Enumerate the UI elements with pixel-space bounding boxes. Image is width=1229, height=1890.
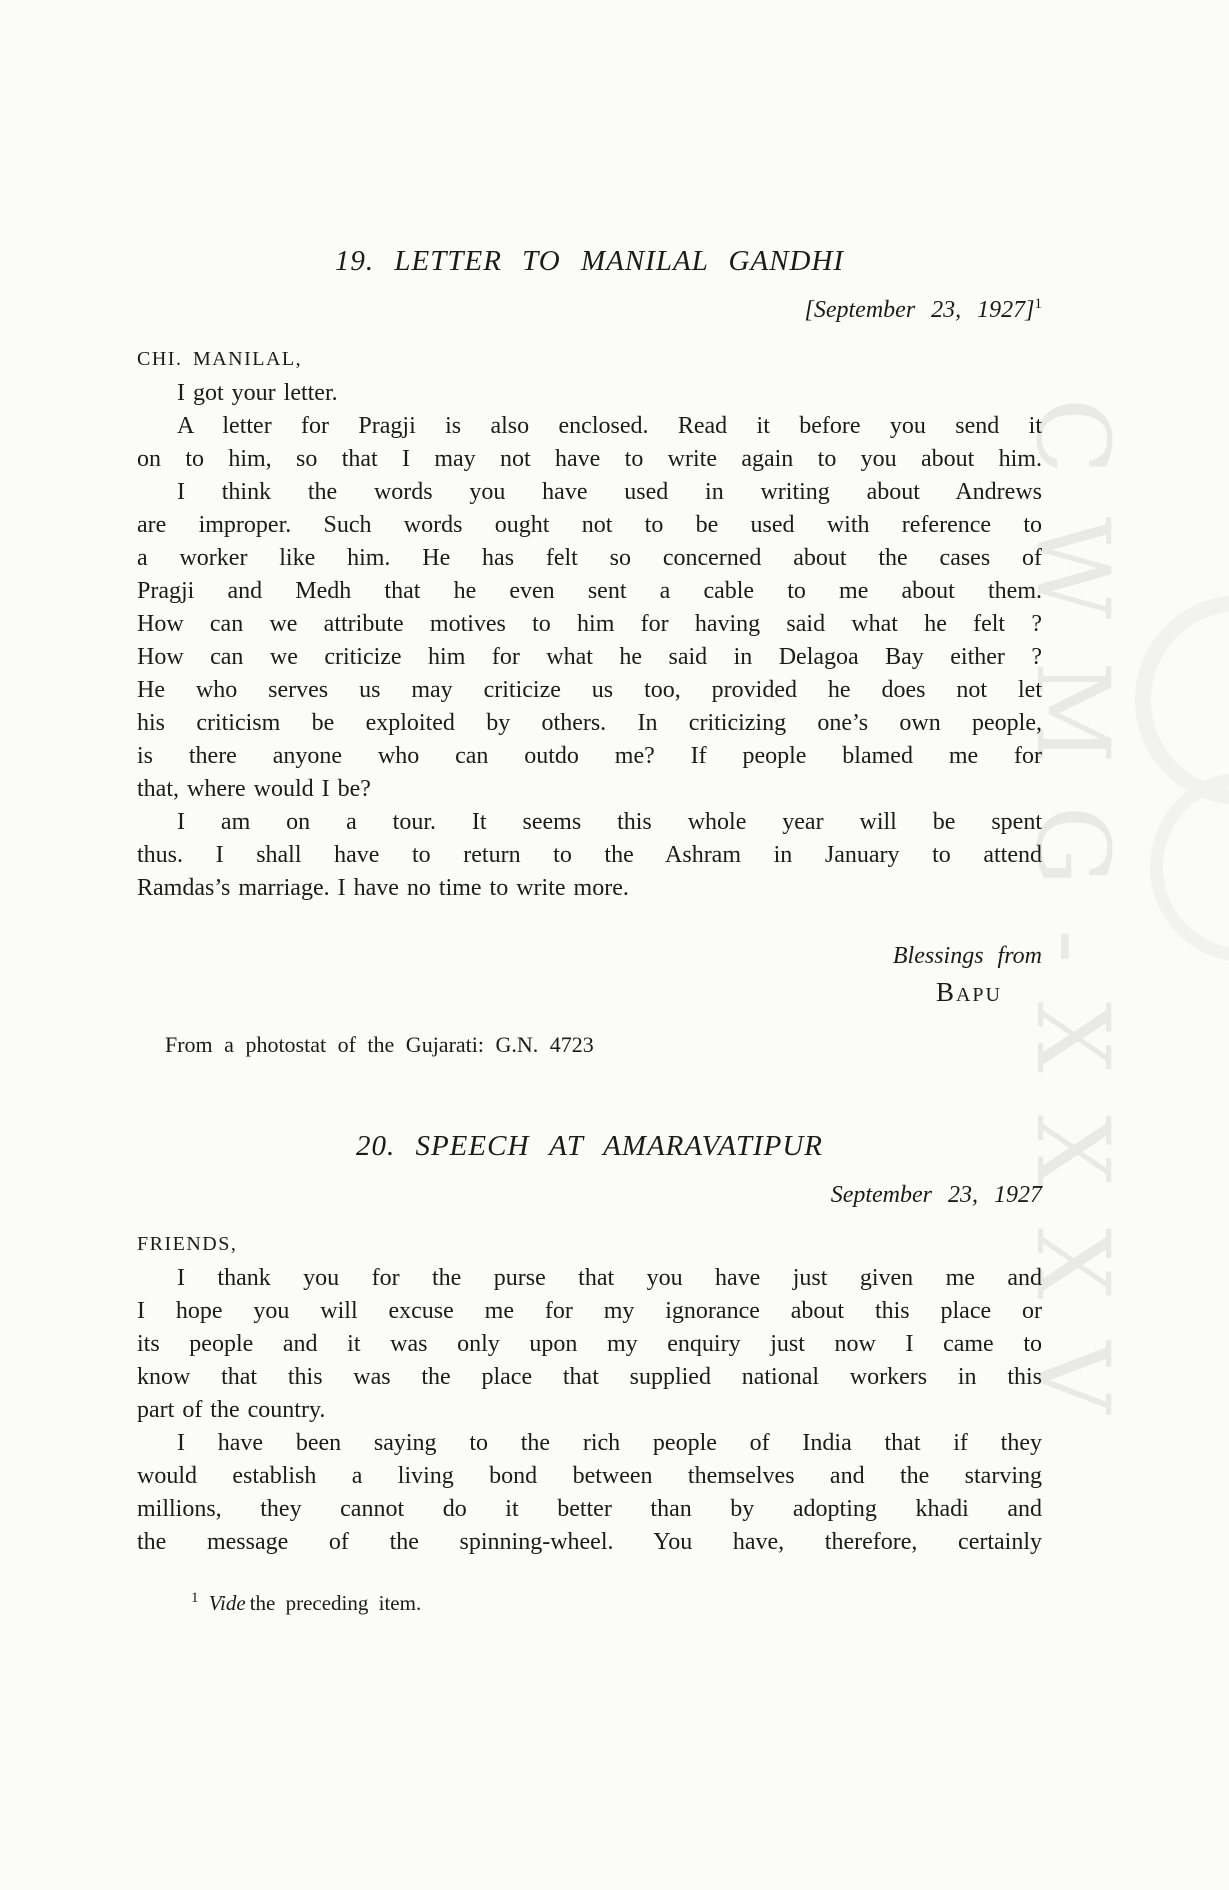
- letter-19-heading: [137, 243, 1042, 279]
- text-line: its people and it was only upon my enquiry just now I came to: [137, 1331, 1042, 1357]
- text-line: I hope you will excuse me for my ignorance about this place or: [137, 1298, 1042, 1324]
- text-line: I have been saying to the rich people of India that if they: [177, 1430, 1042, 1456]
- text-line: How can we attribute motives to him for having said what he felt ?: [137, 611, 1042, 637]
- letter-paragraphs: [137, 377, 1042, 905]
- text-line: I thank you for the purse that you have just given me and: [177, 1265, 1042, 1291]
- text-line: on to him, so that I may not have to write again to you about him.: [137, 446, 1042, 472]
- text-line: his criticism be exploited by others. In criticizing one’s own people,: [137, 710, 1042, 736]
- scan-ghost-circle: [1135, 595, 1229, 805]
- item-title: LETTER TO MANILAL GANDHI: [394, 245, 845, 277]
- text-line: I think the words you have used in writing about Andrews: [177, 479, 1042, 505]
- letter-19-source: From a photostat of the Gujarati: G.N. 4723: [165, 1032, 594, 1057]
- text-line: part of the country.: [137, 1397, 326, 1423]
- footnote: [137, 1589, 1042, 1617]
- footnote-term: Vide: [208, 1591, 246, 1615]
- item-number: 20.: [355, 1130, 396, 1162]
- footnote-marker: 1: [191, 1590, 199, 1606]
- text-line: that, where would I be?: [137, 776, 371, 802]
- text-line: How can we criticize him for what he said in Delagoa Bay either ?: [137, 644, 1042, 670]
- signature-initial: B: [935, 977, 956, 1007]
- paragraph: [137, 377, 1042, 410]
- text-line: I got your letter.: [177, 380, 338, 406]
- text-line: is there anyone who can outdo me? If people blamed me for: [137, 743, 1042, 769]
- date-text: September 23, 1927: [830, 1182, 1042, 1208]
- volume-watermark: CWMG-XXXV: [1014, 398, 1131, 1456]
- letter-19-signature: [137, 975, 1042, 1012]
- text-line: thus. I shall have to return to the Ashram in January to attend: [137, 842, 1042, 868]
- item-number: 19.: [334, 245, 375, 277]
- text-line: millions, they cannot do it better than by adopting khadi and: [137, 1496, 1042, 1522]
- item-title: SPEECH AT AMARAVATIPUR: [415, 1130, 824, 1162]
- letter-19-salutation: CHI. MANILAL,: [137, 348, 303, 370]
- text-line: the message of the spinning-wheel. You have, therefore, certainly: [137, 1529, 1042, 1555]
- text-line: A letter for Pragji is also enclosed. Read it before you send it: [177, 413, 1042, 439]
- speech-20-heading: [137, 1128, 1042, 1164]
- footnote-text: the preceding item.: [249, 1591, 422, 1615]
- text-block: [137, 243, 1042, 1617]
- footnote-ref-superscript: 1: [1034, 296, 1042, 312]
- speech-20-date: [137, 1180, 1042, 1210]
- paragraph: [137, 476, 1042, 806]
- date-text: [September 23, 1927]: [804, 297, 1035, 323]
- speech-20-salutation: FRIENDS,: [137, 1233, 238, 1255]
- text-line: are improper. Such words ought not to be used with reference to: [137, 512, 1042, 538]
- text-line: know that this was the place that supplied national workers in this: [137, 1364, 1042, 1390]
- paragraph: [137, 1262, 1042, 1427]
- speech-paragraphs: [137, 1262, 1042, 1559]
- text-line: I am on a tour. It seems this whole year will be spent: [177, 809, 1042, 835]
- letter-19-valediction: Blessings from: [892, 943, 1042, 969]
- text-line: a worker like him. He has felt so concerned about the cases of: [137, 545, 1042, 571]
- signature-rest: APU: [955, 984, 1002, 1006]
- paragraph: [137, 1427, 1042, 1559]
- text-line: Ramdas’s marriage. I have no time to write more.: [137, 875, 629, 901]
- text-line: He who serves us may criticize us too, provided he does not let: [137, 677, 1042, 703]
- text-line: would establish a living bond between themselves and the starving: [137, 1463, 1042, 1489]
- letter-19-date: [137, 295, 1042, 325]
- paragraph: [137, 410, 1042, 476]
- text-line: Pragji and Medh that he even sent a cable to me about them.: [137, 578, 1042, 604]
- paragraph: [137, 806, 1042, 905]
- scan-ghost-circle: [1150, 772, 1229, 962]
